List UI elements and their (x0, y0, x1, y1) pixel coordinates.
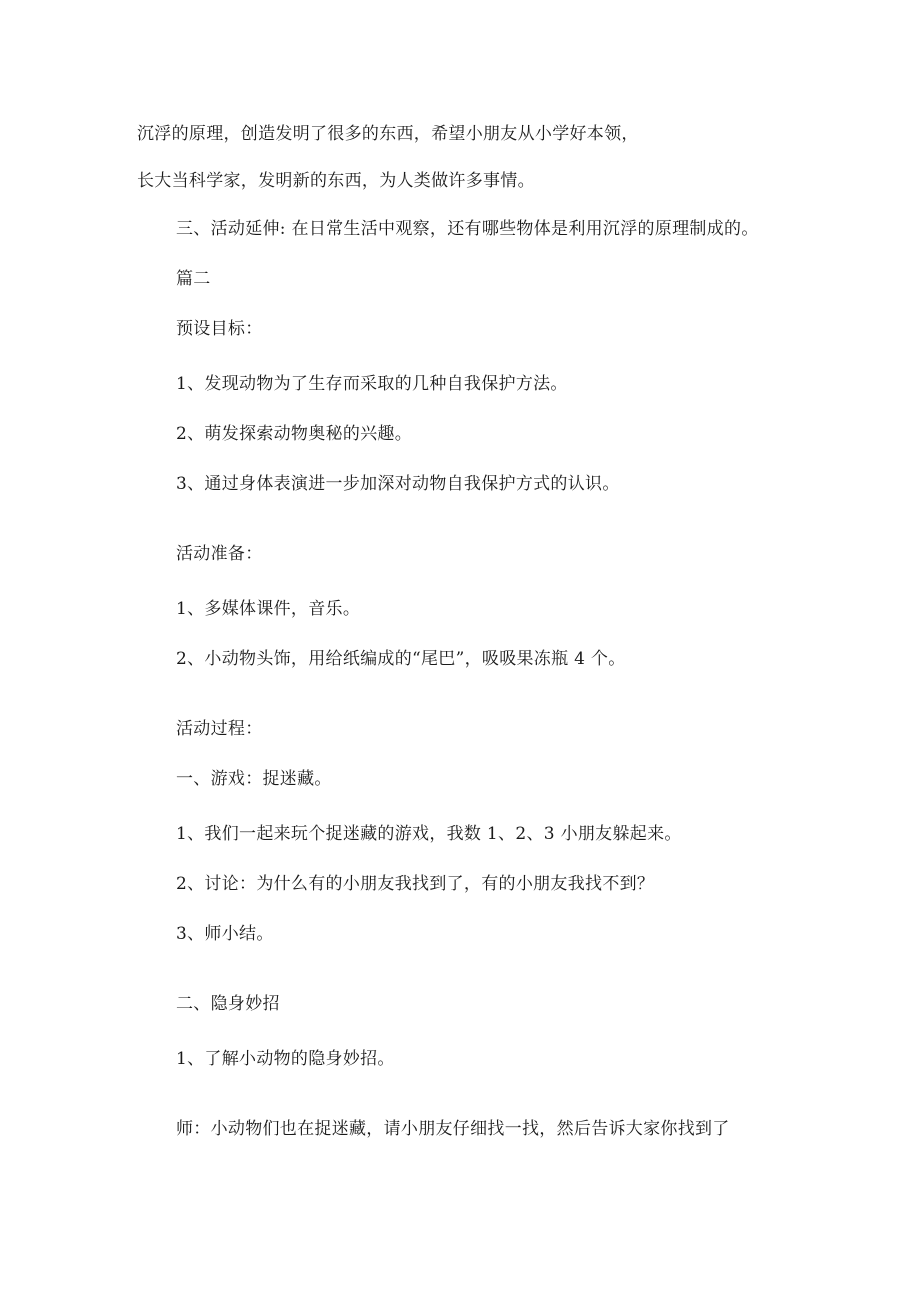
goal-item: 3、通过身体表演进一步加深对动物自我保护方式的认识。 (176, 474, 620, 494)
process-heading: 活动过程： (176, 719, 263, 739)
preparation-item: 2、小动物头饰，用给纸编成的“尾巴”，吸吸果冻瓶 4 个。 (176, 649, 626, 669)
paragraph-line: 长大当科学家，发明新的东西，为人类做许多事情。 (137, 171, 535, 191)
preparation-heading: 活动准备： (176, 544, 263, 564)
goals-heading: 预设目标： (176, 319, 263, 339)
process-item: 3、师小结。 (176, 924, 274, 944)
process-item: 1、了解小动物的隐身妙招。 (176, 1049, 395, 1069)
preparation-item: 1、多媒体课件，音乐。 (176, 599, 361, 619)
process-subheading: 二、隐身妙招 (176, 994, 280, 1014)
section-heading: 篇二 (176, 269, 211, 289)
teacher-dialogue-line: 师：小动物们也在捉迷藏，请小朋友仔细找一找，然后告诉大家你找到了 (176, 1119, 730, 1139)
goal-item: 1、发现动物为了生存而采取的几种自我保护方法。 (176, 374, 568, 394)
paragraph-line: 沉浮的原理，创造发明了很多的东西，希望小朋友从小学好本领， (137, 124, 639, 144)
process-item: 1、我们一起来玩个捉迷藏的游戏，我数 1、2、3 小朋友躲起来。 (176, 824, 682, 844)
activity-extension-line: 三、活动延伸: 在日常生活中观察，还有哪些物体是利用沉浮的原理制成的。 (176, 219, 759, 239)
goal-item: 2、萌发探索动物奥秘的兴趣。 (176, 424, 413, 444)
process-item: 2、讨论：为什么有的小朋友我找到了，有的小朋友我找不到？ (176, 874, 655, 894)
process-subheading: 一、游戏：捉迷藏。 (176, 769, 332, 789)
